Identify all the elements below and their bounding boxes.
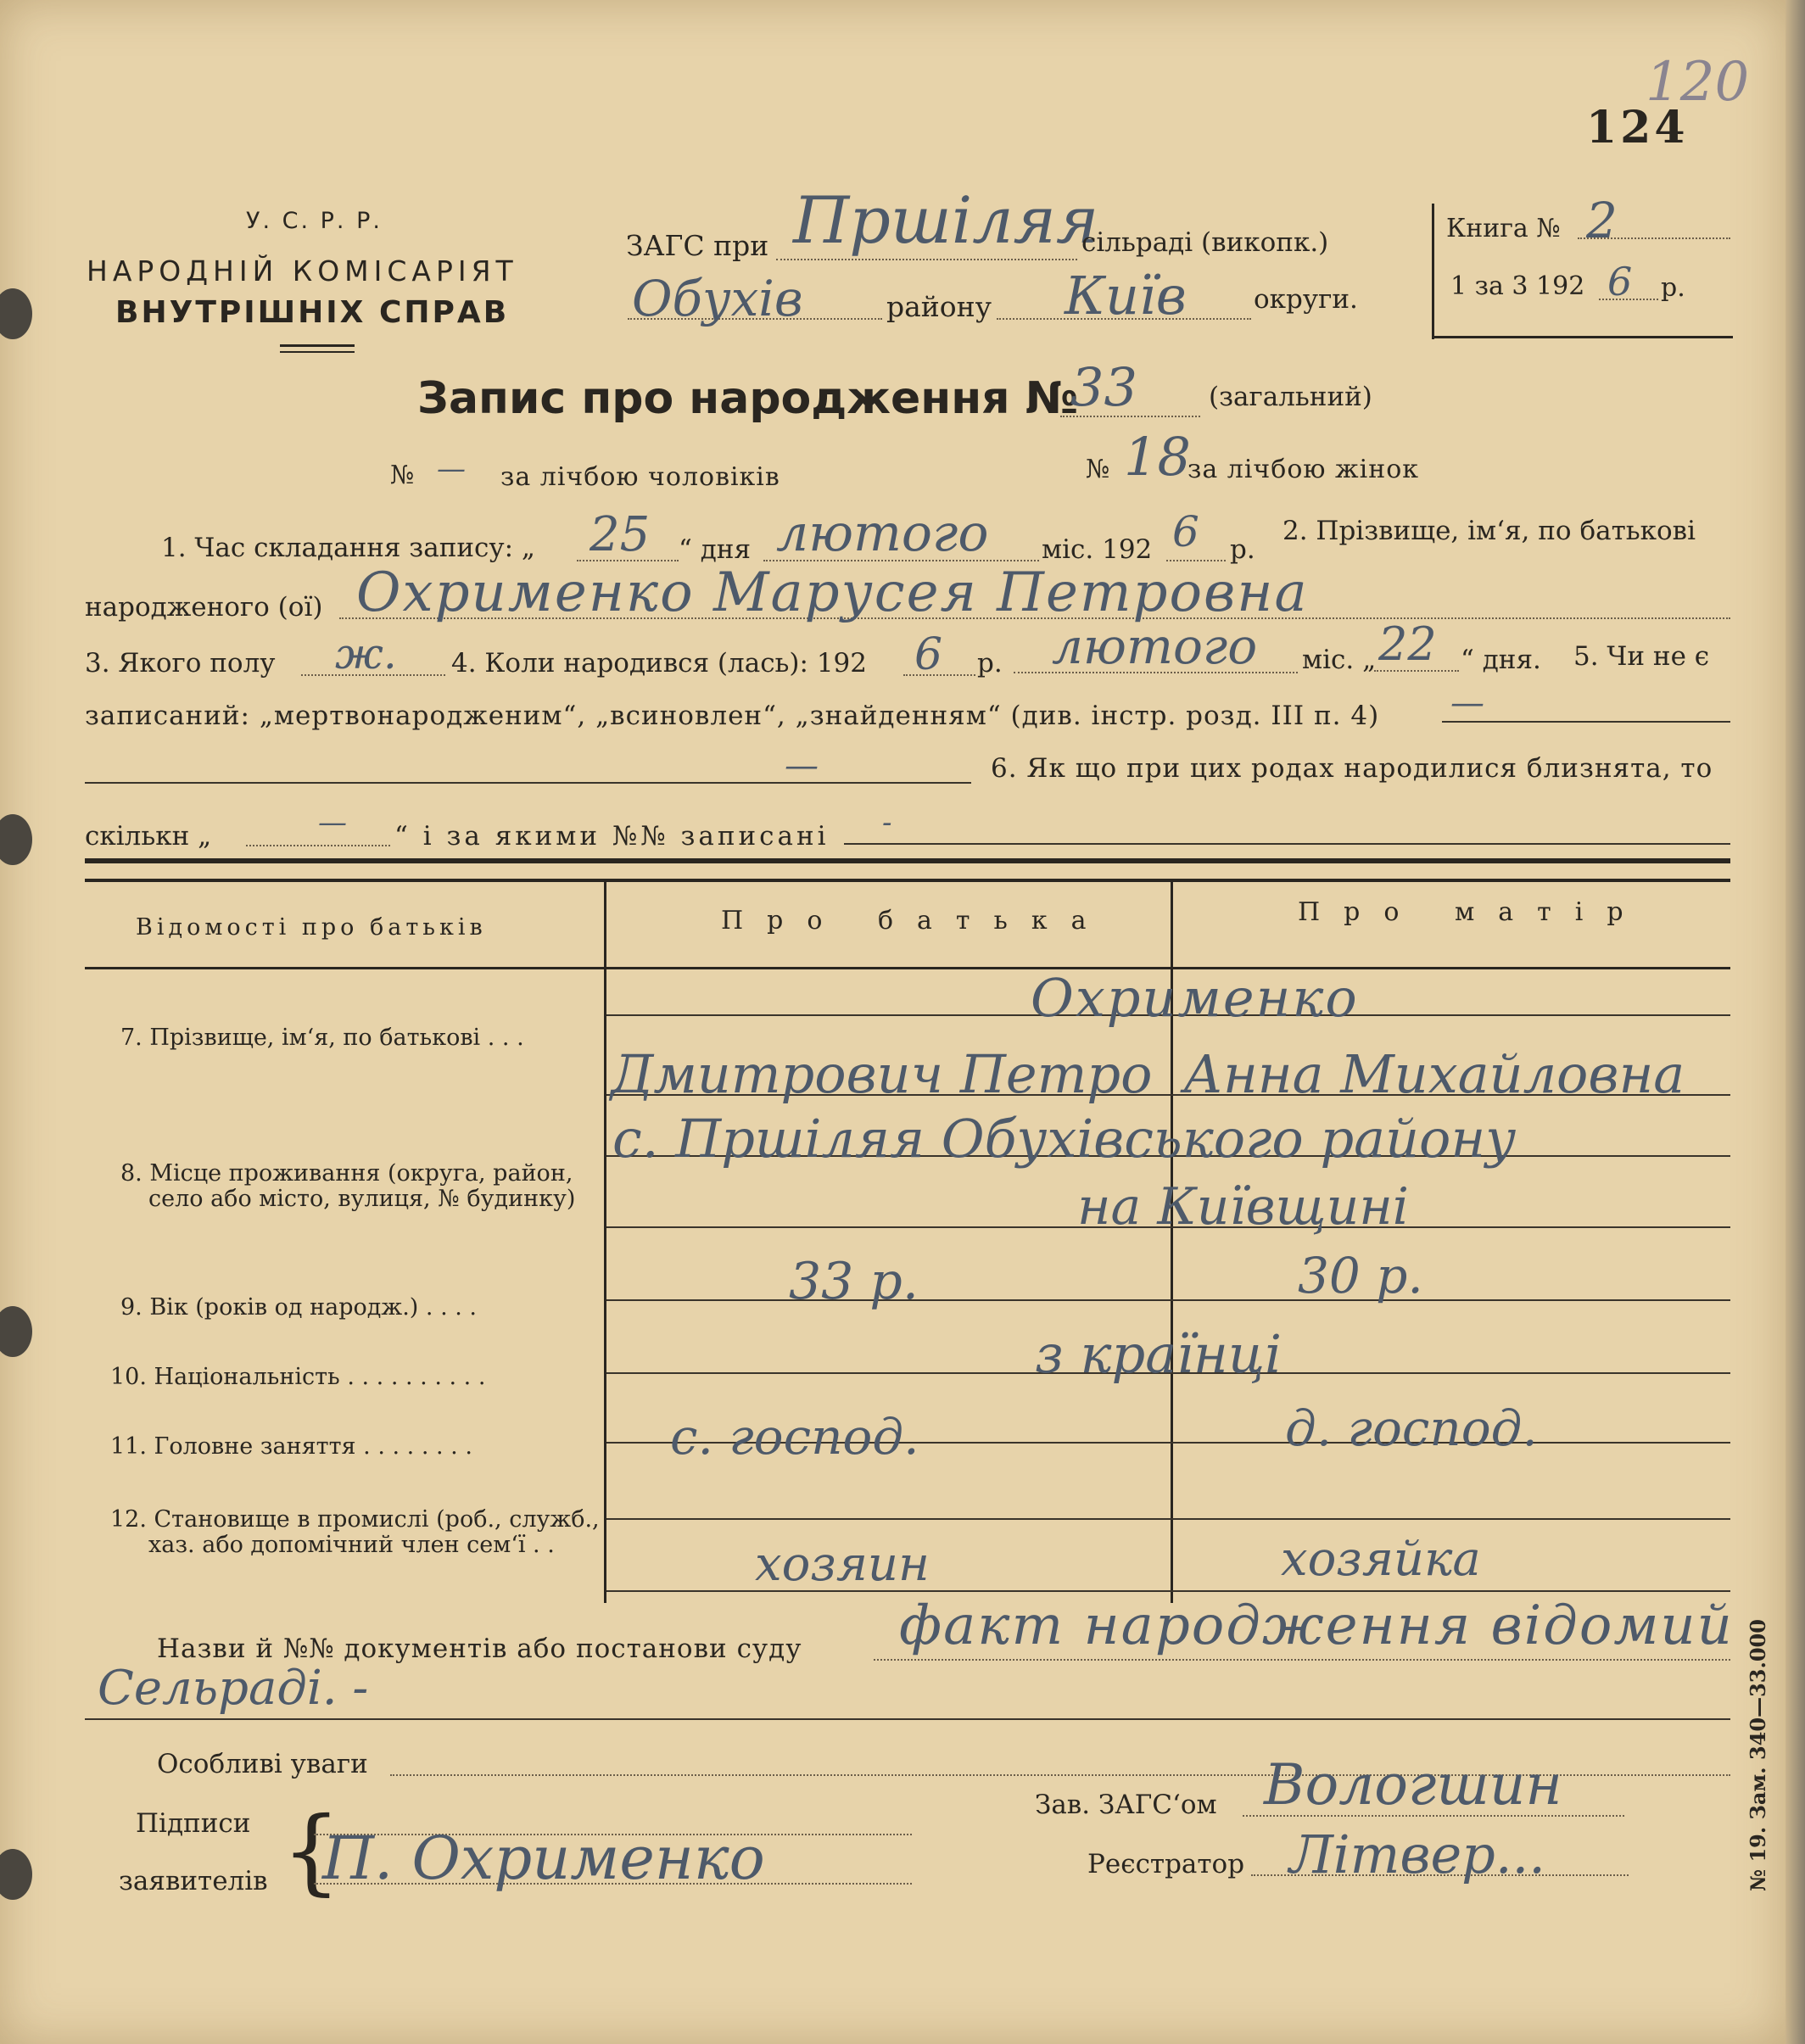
brace: { [282,1796,341,1905]
page-number: 124 [1586,102,1689,154]
page-number-pencil: 120 [1646,51,1750,114]
f3-value: ж. [335,629,397,679]
okrug-label: округи. [1254,284,1358,315]
documents-value2: Сельраді. - [98,1661,369,1716]
zags-suffix: сільраді (викопк.) [1081,227,1329,258]
book-box-border [1432,204,1434,339]
row-label: 10. Національність . . . . . . . . . . [110,1364,486,1390]
commissariat-line2: ВНУТРІШНІХ СПРАВ [115,295,510,330]
f1-label: 1. Час складання запису: „ [161,533,535,563]
print-code: № 19. Зам. 340—33.000 [1746,1619,1770,1891]
title-suffix: (загальний) [1209,382,1372,412]
f1-day: 25 [590,507,651,562]
f4-month: лютого [1052,617,1258,675]
f1-month-label: міс. 192 [1042,534,1153,565]
f1-year-label: р. [1230,534,1255,565]
record-number: 33 [1070,356,1137,418]
district-name: Обухів [632,270,803,327]
binding-hole [0,288,32,339]
f4-day: 22 [1378,617,1437,671]
registrar-label: Реєстратор [1087,1849,1245,1879]
applicant-signature: П. Охрименко [322,1823,765,1893]
divider [280,351,355,353]
applicants-label: Підписи [136,1808,251,1839]
column-header-father: Про батька [721,906,1110,935]
row-label: 7. Прізвище, ім‘я, по батькові . . . [120,1025,524,1051]
page-edge [1785,0,1805,2044]
book-year-prefix: 1 за 3 192 [1450,271,1585,301]
surname-value: Охрименко [1031,967,1359,1029]
f6-label2: скількн „ [85,821,212,852]
zags-village: Пршіляя [793,182,1099,258]
row-label: 12. Становище в промислі (роб., служб., [110,1506,600,1533]
women-label: за лічбою жінок [1188,455,1420,484]
f1-month: лютого [776,504,989,563]
book-year-suffix: р. [1661,273,1685,303]
binding-hole [0,1849,32,1900]
women-value: 18 [1124,426,1191,488]
page-title: Запис про народження № [417,373,1079,424]
f6-label3: “ і за якими №№ записані [394,821,830,852]
divider [280,344,355,347]
book-year-hand: 6 [1607,259,1633,304]
nationality-value: з країнці [1035,1323,1282,1385]
book-number: 2 [1586,192,1618,249]
f1-day-label: “ дня [679,534,752,565]
row-line [606,1299,1730,1301]
row-line [606,1518,1730,1520]
mother-age-value: 30 р. [1298,1247,1423,1304]
binding-hole [0,814,32,865]
f5-value2: — [785,746,819,785]
head-signature: Вологшин [1264,1752,1562,1818]
men-label: за лічбою чоловіків [500,462,780,492]
table-top-rule [85,879,1730,882]
commissariat-line1: НАРОДНІЙ КОМІСАРІЯТ [87,254,518,288]
residence-value2: на Київщині [1077,1177,1409,1237]
registrar-signature: Літвер... [1289,1823,1545,1885]
column-header-info: Відомості про батьків [136,914,487,941]
row-label: 9. Вік (років од народж.) . . . . [120,1294,477,1321]
zags-prefix: ЗАГС при [626,229,769,262]
f5-label2: записаний: „мертвонародженим“, „всиновлен“, „знайденням“ (див. інстр. розд. III п. 4) [85,701,1380,731]
rule-line [1442,721,1730,723]
rule-line [844,843,1730,845]
column-divider [604,882,606,1603]
f4-month-label: міс. „ [1302,645,1377,675]
women-prefix: № [1086,455,1110,484]
f2-value: Охрименко Марусея Петровна [356,561,1309,624]
father-status-value: хозяин [755,1537,930,1592]
mother-status-value: хозяйка [1281,1532,1481,1587]
f5-label: 5. Чи не є [1573,641,1710,672]
father-occupation-value: с. господ. [670,1408,919,1466]
f6-label: 6. Як що при цих родах народилися близнята, то [991,753,1713,784]
f4-day-label: “ дня. [1461,645,1541,675]
rule-line [85,1718,1730,1720]
column-header-mother: Про матір [1298,897,1647,927]
f6-value2: - [882,806,892,840]
men-prefix: № [390,461,415,490]
book-label: Книга № [1446,214,1561,243]
f4-year-label: р. [977,648,1003,679]
documents-value: факт народження відомий [899,1594,1734,1657]
head-label: Зав. ЗАГС‘ом [1035,1790,1217,1820]
row-label: село або місто, вулиця, № будинку) [148,1186,576,1212]
f3-label: 3. Якого полу [85,648,276,679]
row-label: 8. Місце проживання (округа, район, [120,1160,573,1187]
table-header-rule [85,967,1730,969]
notes-label: Особливі уваги [157,1749,368,1779]
okrug-name: Київ [1065,265,1187,327]
table-top-rule [85,858,1730,863]
binding-hole [0,1306,32,1357]
f6-value: — [318,806,347,840]
applicants-label: заявителів [119,1866,268,1896]
dotted-line [874,1659,1730,1661]
f2-label: 2. Прізвище, ім‘я, по батькові [1282,516,1696,546]
father-name-value: Дмитрович Петро [611,1043,1153,1105]
dotted-line [776,259,1077,260]
documents-label: Назви й №№ документів або постанови суду [157,1634,802,1664]
dotted-line [246,845,390,846]
f4-label: 4. Коли народився (лась): 192 [451,648,867,679]
row-label: 11. Головне заняття . . . . . . . . [110,1433,472,1460]
f4-year: 6 [914,629,943,680]
father-age-value: 33 р. [789,1252,919,1311]
mother-name-value: Анна Михайловна [1183,1043,1685,1105]
men-value: — [437,452,466,486]
row-label: хаз. або допомічний член сем‘ї . . [148,1532,555,1558]
residence-value: с. Пршіляя Обухівського району [612,1108,1517,1170]
f5-value: — [1450,684,1484,723]
rule-line [85,782,971,784]
ussr-label: У. С. Р. Р. [246,208,383,234]
district-label: району [886,290,992,323]
mother-occupation-value: д. господ. [1285,1399,1538,1457]
book-box-border [1432,336,1733,338]
f1-year: 6 [1172,507,1199,556]
f2-label2: народженого (ої) [85,592,323,623]
